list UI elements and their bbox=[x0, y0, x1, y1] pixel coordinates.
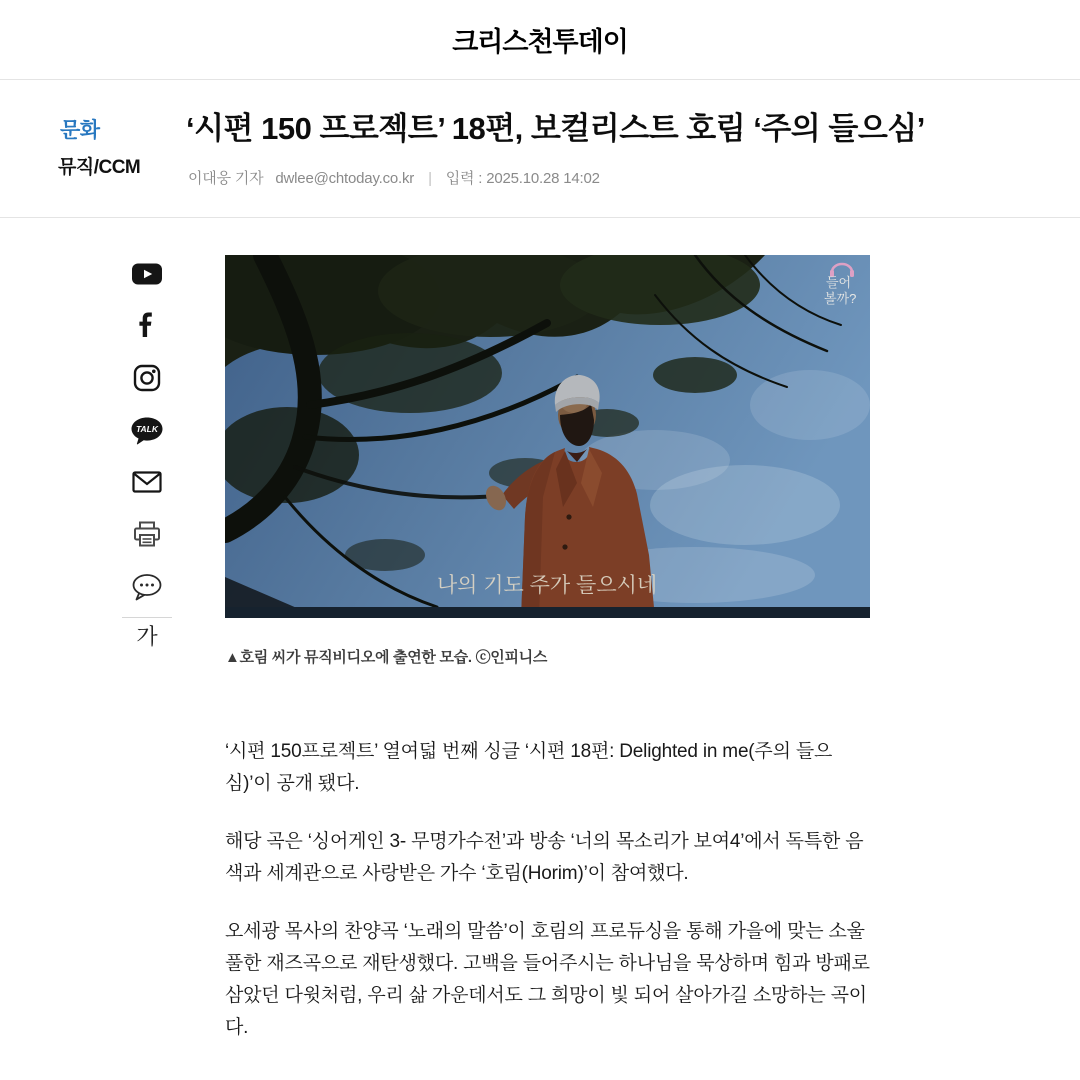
category-primary[interactable]: 문화 bbox=[60, 119, 100, 142]
byline-separator: | bbox=[428, 170, 432, 187]
share-comment-button[interactable] bbox=[129, 573, 165, 601]
print-icon bbox=[133, 521, 161, 548]
share-instagram-button[interactable] bbox=[129, 364, 165, 392]
share-rail-divider bbox=[122, 617, 172, 618]
kakaotalk-talk-label: TALK bbox=[135, 424, 159, 434]
article-header-band bbox=[0, 79, 1080, 218]
site-header bbox=[0, 0, 1080, 80]
article-body bbox=[225, 736, 876, 1070]
comment-icon bbox=[131, 573, 163, 601]
published-date: 입력 : 2025.10.28 14:02 bbox=[445, 170, 600, 187]
body-paragraph-3: 오세광 목사의 찬양곡 ‘노래의 말씀’이 호림의 프로듀싱을 통해 가을에 맞는 소울풀한 재즈곡으로 재탄생했다. 고백을 들어주시는 하나님을 묵상하며 힘과 방패로 삼았던 다윗처럼, 우리 삶 가운데서도 그 희망이 빛 되어 살아가길 소망하는 곡이다. bbox=[225, 921, 870, 1038]
mail-icon bbox=[132, 471, 162, 493]
photo-caption: ▲호림 씨가 뮤직비디오에 출연한 모습. ⓒ인피니스 bbox=[225, 649, 548, 666]
photo-bottom-strip bbox=[225, 607, 870, 618]
share-email-button[interactable] bbox=[129, 471, 165, 493]
watermark-line2: 볼까? bbox=[824, 291, 857, 306]
facebook-icon bbox=[133, 311, 161, 339]
article-photo bbox=[225, 255, 870, 618]
share-facebook-button[interactable] bbox=[129, 311, 165, 339]
reporter-name: 이대웅 기자 bbox=[188, 170, 264, 187]
site-logo[interactable]: 크리스천투데이 bbox=[452, 27, 628, 57]
article-byline bbox=[188, 167, 600, 188]
kakaotalk-icon bbox=[130, 416, 164, 446]
photo-subtitle-text: 나의 기도 주가 들으시네 bbox=[436, 574, 658, 597]
share-print-button[interactable] bbox=[129, 521, 165, 548]
category-secondary[interactable]: 뮤직/CCM bbox=[58, 157, 141, 178]
article-headline: ‘시편 150 프로젝트’ 18편, 보컬리스트 호림 ‘주의 들으심’ bbox=[186, 111, 925, 146]
photo-illustration bbox=[225, 255, 870, 618]
body-paragraph-1: ‘시편 150프로젝트’ 열여덟 번째 싱글 ‘시편 18편: Delighted in me(주의 들으심)’이 공개 됐다. bbox=[225, 741, 833, 794]
youtube-icon bbox=[131, 262, 163, 286]
reporter-email[interactable]: dwlee@chtoday.co.kr bbox=[275, 170, 415, 187]
body-paragraph-2: 해당 곡은 ‘싱어게인 3- 무명가수전’과 방송 ‘너의 목소리가 보여4’에서 독특한 음색과 세계관으로 사랑받은 가수 ‘호림(Horim)’이 참여했다. bbox=[225, 831, 864, 884]
instagram-icon bbox=[133, 364, 161, 392]
font-size-button[interactable]: 가 bbox=[136, 624, 158, 649]
share-youtube-button[interactable] bbox=[129, 262, 165, 286]
watermark-line1: 들어 bbox=[826, 275, 852, 290]
share-kakaotalk-button[interactable] bbox=[129, 416, 165, 446]
